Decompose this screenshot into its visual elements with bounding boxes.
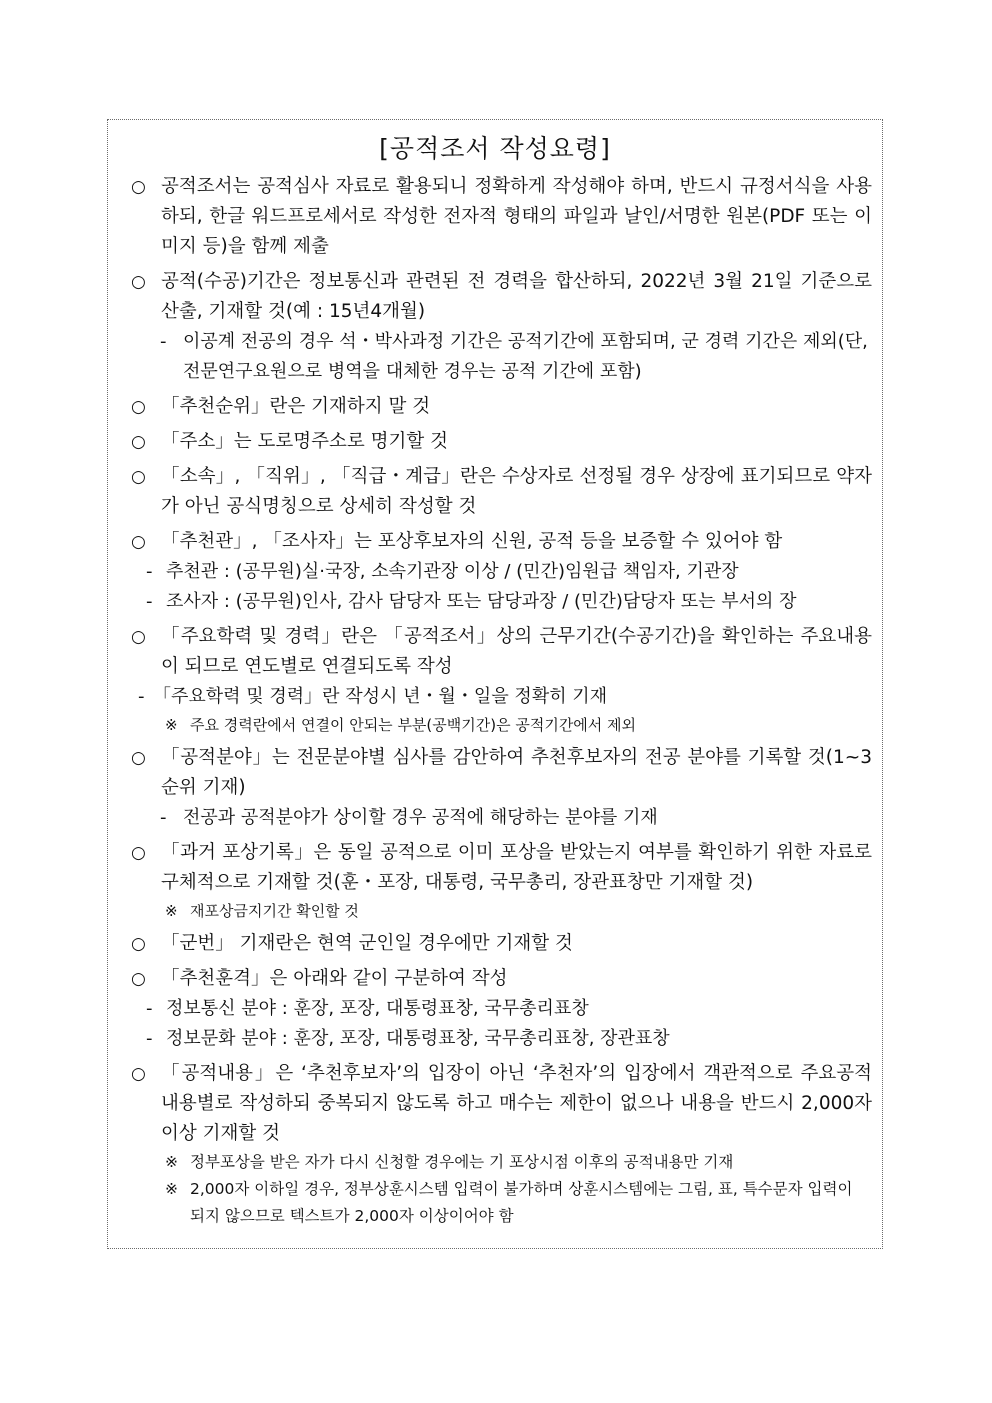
note-text: 정부포상을 받은 자가 다시 신청할 경우에는 기 포상시점 이후의 공적내용만 기재 [190, 1153, 734, 1171]
guideline-item [108, 964, 882, 994]
guideline-item [108, 838, 882, 898]
guideline-text: 「군번」 기재란은 현역 군인일 경우에만 기재할 것 [161, 933, 573, 954]
guideline-subitem [108, 327, 882, 387]
guideline-text: 「추천훈격」은 아래와 같이 구분하여 작성 [161, 968, 508, 989]
dash-marker: - [146, 561, 153, 582]
circle-bullet-icon: ○ [131, 397, 146, 417]
circle-bullet-icon: ○ [131, 532, 146, 552]
guideline-note [108, 898, 882, 924]
circle-bullet-icon: ○ [131, 432, 146, 452]
circle-bullet-icon: ○ [131, 272, 146, 292]
guideline-text: 「소속」, 「직위」, 「직급・계급」란은 수상자로 선정될 경우 상장에 표기되므로 약자가 아닌 공식명칭으로 상세히 작성할 것 [161, 466, 872, 517]
guideline-text: 공적(수공)기간은 정보통신과 관련된 전 경력을 합산하되, 2022년 3월 21일 기준으로 산출, 기재할 것(예 : 15년4개월) [161, 271, 872, 322]
guideline-text: 「주소」는 도로명주소로 명기할 것 [161, 431, 448, 452]
guideline-item [108, 743, 882, 803]
guideline-item [108, 622, 882, 682]
guideline-subitem [108, 803, 882, 833]
reference-mark-icon: ※ [165, 716, 178, 734]
guideline-item [108, 1059, 882, 1149]
guideline-text: 「공적내용」은 ‘추천후보자’의 입장이 아닌 ‘추천자’의 입장에서 객관적으로 주요공적 내용별로 작성하되 중복되지 않도록 하고 매수는 제한이 없으나 내용을 반드시 2,000자 이상 기재할 것 [161, 1063, 872, 1144]
guideline-subitem [108, 994, 882, 1024]
subitem-text: 정보문화 분야 : 훈장, 포장, 대통령표창, 국무총리표창, 장관표창 [166, 1028, 670, 1049]
document-page [107, 119, 883, 1249]
dash-marker: - [146, 1028, 153, 1049]
circle-bullet-icon: ○ [131, 969, 146, 989]
guideline-text: 공적조서는 공적심사 자료로 활용되니 정확하게 작성해야 하며, 반드시 규정서식을 사용하되, 한글 워드프로세서로 작성한 전자적 형태의 파일과 날인/서명한 원본(PDF 또는 이미지 등)을 함께 제출 [161, 176, 872, 257]
reference-mark-icon: ※ [165, 1180, 178, 1198]
subitem-text: 「주요학력 및 경력」란 작성시 년・월・일을 정확히 기재 [153, 686, 608, 707]
circle-bullet-icon: ○ [131, 177, 146, 197]
dash-marker: - [160, 807, 167, 828]
subitem-text: 추천관 : (공무원)실·국장, 소속기관장 이상 / (민간)임원급 책임자, 기관장 [166, 561, 739, 582]
guideline-item [108, 267, 882, 327]
guideline-item [108, 527, 882, 557]
guideline-text: 「공적분야」는 전문분야별 심사를 감안하여 추천후보자의 전공 분야를 기록할 것(1~3순위 기재) [161, 747, 872, 798]
circle-bullet-icon: ○ [131, 627, 146, 647]
circle-bullet-icon: ○ [131, 843, 146, 863]
dash-marker: - [160, 331, 167, 352]
guideline-subitem [108, 587, 882, 617]
guideline-subitem [108, 1024, 882, 1054]
subitem-text: 정보통신 분야 : 훈장, 포장, 대통령표창, 국무총리표창 [166, 998, 589, 1019]
reference-mark-icon: ※ [165, 1153, 178, 1171]
guideline-item [108, 172, 882, 262]
document-title: [공적조서 작성요령] [379, 134, 611, 163]
guideline-subitem [108, 557, 882, 587]
dash-marker: - [146, 591, 153, 612]
guideline-note [108, 712, 882, 738]
guideline-item [108, 392, 882, 422]
guideline-note [108, 1149, 882, 1176]
reference-mark-icon: ※ [165, 902, 178, 920]
subitem-text: 전공과 공적분야가 상이할 경우 공적에 해당하는 분야를 기재 [183, 807, 658, 828]
circle-bullet-icon: ○ [131, 1064, 146, 1084]
guideline-text: 「추천순위」란은 기재하지 말 것 [161, 396, 431, 417]
guideline-subitem [108, 682, 882, 712]
note-text: 2,000자 이하일 경우, 정부상훈시스템 입력이 불가하며 상훈시스템에는 그림, 표, 특수문자 입력이 되지 않으므로 텍스트가 2,000자 이상이어야 함 [190, 1180, 853, 1225]
note-text: 재포상금지기간 확인할 것 [190, 902, 359, 920]
guideline-item [108, 427, 882, 457]
circle-bullet-icon: ○ [131, 748, 146, 768]
guideline-text: 「과거 포상기록」은 동일 공적으로 이미 포상을 받았는지 여부를 확인하기 위한 자료로 구체적으로 기재할 것(훈・포장, 대통령, 국무총리, 장관표창만 기재할 것) [161, 842, 872, 893]
dash-marker: - [138, 686, 145, 707]
guideline-text: 「주요학력 및 경력」란은 「공적조서」상의 근무기간(수공기간)을 확인하는 주요내용이 되므로 연도별로 연결되도록 작성 [161, 626, 872, 677]
subitem-text: 조사자 : (공무원)인사, 감사 담당자 또는 담당과장 / (민간)담당자 또는 부서의 장 [166, 591, 797, 612]
circle-bullet-icon: ○ [131, 934, 146, 954]
guideline-item [108, 462, 882, 522]
subitem-text: 이공계 전공의 경우 석・박사과정 기간은 공적기간에 포함되며, 군 경력 기간은 제외(단, 전문연구요원으로 병역을 대체한 경우는 공적 기간에 포함) [183, 331, 868, 382]
guideline-text: 「추천관」, 「조사자」는 포상후보자의 신원, 공적 등을 보증할 수 있어야 함 [161, 531, 783, 552]
guideline-note [108, 1176, 882, 1230]
guideline-item [108, 929, 882, 959]
note-text: 주요 경력란에서 연결이 안되는 부분(공백기간)은 공적기간에서 제외 [190, 716, 637, 734]
circle-bullet-icon: ○ [131, 467, 146, 487]
dash-marker: - [146, 998, 153, 1019]
